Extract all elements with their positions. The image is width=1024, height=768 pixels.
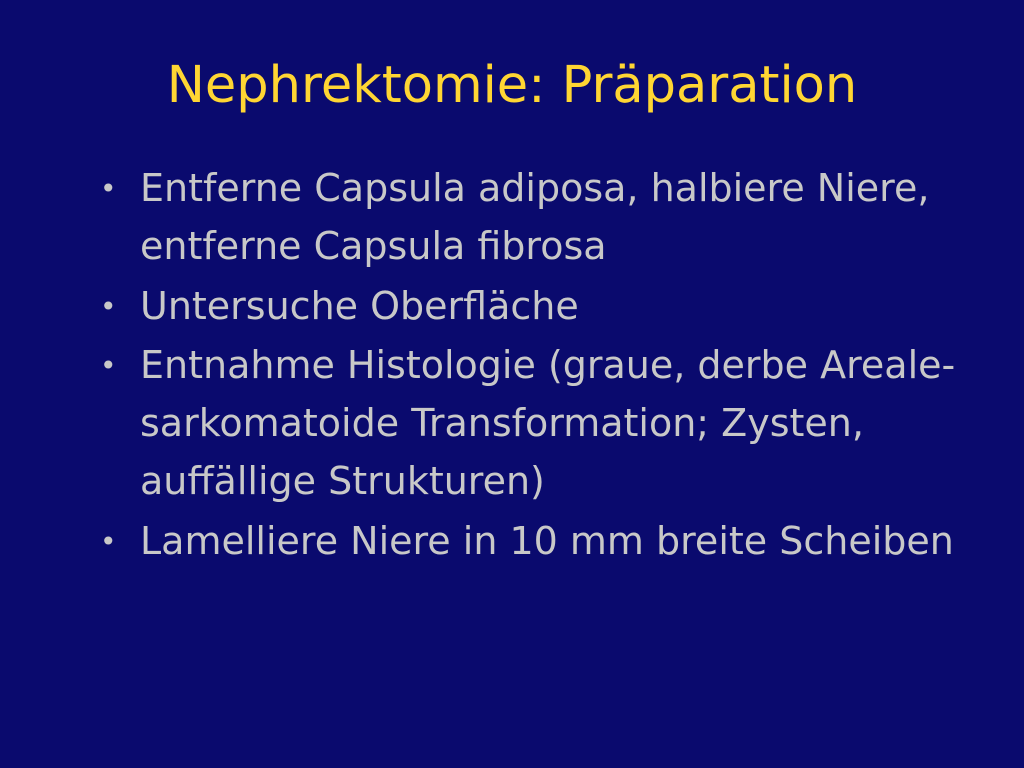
list-item-text: Untersuche Oberfläche: [140, 283, 579, 328]
list-item: [92, 337, 964, 510]
page-title: Nephrektomie: Präparation: [166, 56, 858, 115]
list-item: [92, 160, 964, 276]
bullet-point-icon: •: [100, 349, 117, 383]
bullet-list: [92, 160, 964, 572]
list-item-text: Lamelliere Niere in 10 mm breite Scheiben: [140, 518, 954, 563]
bullet-point-icon: •: [100, 524, 117, 558]
list-item-text: Entnahme Histologie (graue, derbe Areale-sarkomatoide Transformation; Zysten, auffällige Strukturen): [140, 343, 956, 503]
bullet-point-icon: •: [100, 172, 117, 205]
list-item: [92, 513, 964, 571]
list-item-text: Entferne Capsula adiposa, halbiere Niere, entferne Capsula fibrosa: [140, 166, 930, 268]
bullet-point-icon: •: [100, 289, 117, 323]
list-item: [92, 278, 964, 336]
